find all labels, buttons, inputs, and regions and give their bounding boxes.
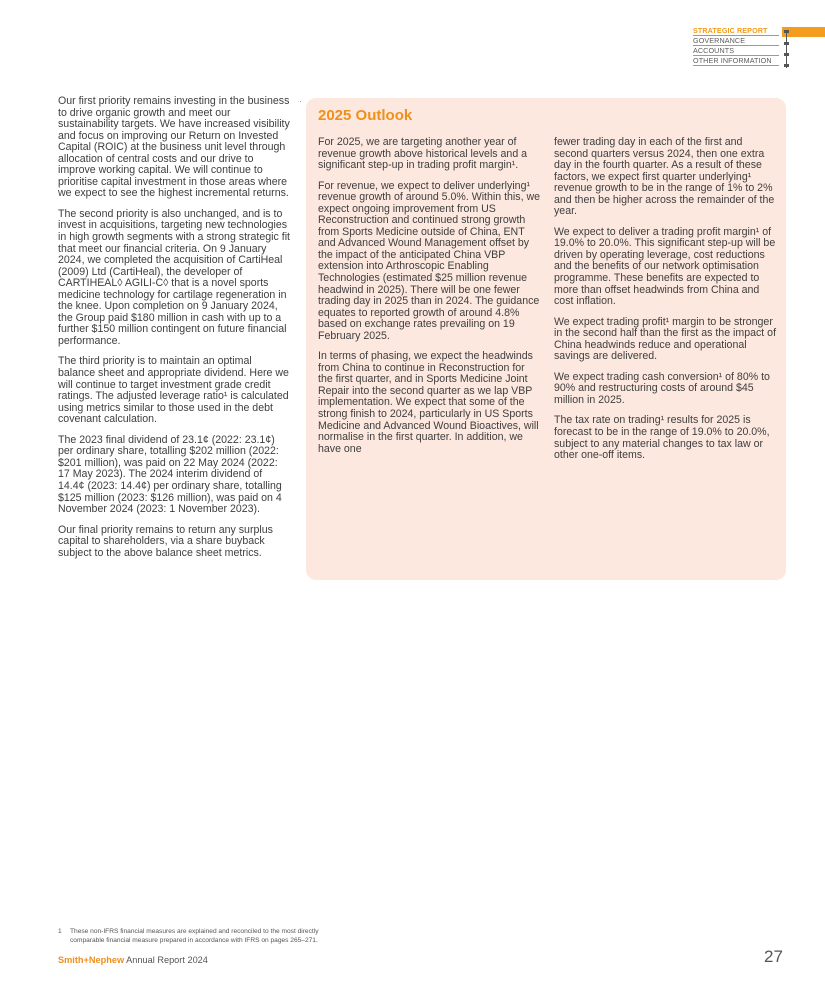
priority-paragraph-4: Our final priority remains to return any surplus capital to shareholders, via a share buyback subject to the above balance sheet metrics. [58,523,273,559]
priority-paragraph-1: Our first priority remains investing in the business to drive organic growth and meet our sustainability targets. We have increased visibility and focus on improving our Return on Invested Capital (ROIC) at the business unit level through allocation of central costs and our drive to improve working capital. We will continue to prioritise capital investment in those areas where we expect to see the highest incremental returns. [58,95,290,200]
nav-marker-1 [784,30,789,33]
priority-paragraph-2: The second priority is also unchanged, and is to invest in acquisitions, targeting new technologies in high growth segments with a strong strategic fit that meet our financial criteria. On 9 January 2024, we completed the acquisition of CartiHeal (2009) Ltd (CartiHeal), the developer of CARTIHEAL◊ AGILI-C◊ that is a novel sports medicine technology for cartilage regeneration in the knee. Upon completion on 9 January 2024, the Group paid $180 million in cash with up to a further $150 million contingent on future financial performance. [58,207,290,347]
outlook-panel [306,98,786,580]
section-nav [693,26,779,66]
outlook-column-2 [554,137,776,471]
nav-marker-2 [784,42,789,45]
nav-item-accounts[interactable]: ACCOUNTS [693,46,779,56]
nav-item-other-information[interactable]: OTHER INFORMATION [693,56,779,66]
outlook-paragraph: We expect to deliver a trading profit margin¹ of 19.0% to 20.0%. This significant step-up will be driven by operating leverage, cost reductions and the benefits of our network optimisation programme. These benefits are expected to more than offset headwinds from China and cost inflation. [554,225,776,308]
outlook-title: 2025 Outlook [318,107,413,124]
outlook-paragraph: In terms of phasing, we expect the headwinds from China to continue in Reconstruction for the first quarter, and in Sports Medicine Joint Repair into the second quarter as we lap VBP implementation. We expect that some of the strong finish to 2024, particularly in US Sports Medicine and Advanced Wound Bioactives, will normalise in the first quarter. In addition, we have one [318,350,539,455]
priority-paragraph-3: The third priority is to maintain an optimal balance sheet and appropriate dividend. Here we will continue to target investment grade credit ratings. The adjusted leverage ratio¹ is calculated using metrics similar to those used in the debt covenant calculation. [58,355,289,426]
footnote-number: 1 [58,928,62,935]
brand-name: Smith+Nephew [58,955,125,965]
column-mark [300,101,301,102]
outlook-paragraph: We expect trading cash conversion¹ of 80% to 90% and restructuring costs of around $45 million in 2025. [554,370,770,406]
nav-item-governance[interactable]: GOVERNANCE [693,36,779,46]
footnote-text-line-2: comparable financial measure prepared in accordance with IFRS on pages 265–271. [70,937,318,944]
footnote-text-line-1: These non-IFRS financial measures are explained and reconciled to the most directly [70,928,319,935]
outlook-paragraph: The tax rate on trading¹ results for 2025 is forecast to be in the range of 19.0% to 20.0%, subject to any material changes to tax law or other one-off items. [554,414,770,462]
report-footer [58,955,208,965]
nav-item-strategic-report[interactable]: STRATEGIC REPORT [693,26,779,36]
footnote [58,927,478,945]
left-column [58,96,290,568]
page-number: 27 [764,947,783,966]
outlook-paragraph: For revenue, we expect to deliver underlying¹ revenue growth of around 5.0%. Within this, we expect ongoing improvement from US Reconstruction and continued strong growth from Sports Medicine outside of China, ENT and Advanced Wound Management offset by the impact of the anticipated China VBP extension into Arthroscopic Enabling Technologies (estimated $25 million revenue headwind in 2025). There will be one fewer trading day in 2025 than in 2024. The guidance equates to reported growth of around 4.8% based on exchange rates prevailing on 19 February 2025. [318,179,540,342]
outlook-paragraph: We expect trading profit¹ margin to be stronger in the second half than the first as the impact of China headwinds reduce and operational savings are delivered. [554,315,777,363]
nav-marker-3 [784,53,789,56]
dividend-paragraph: The 2023 final dividend of 23.1¢ (2022: 23.1¢) per ordinary share, totalling $202 million (2022: $201 million), was paid on 22 May 2024 (2022: 17 May 2023). The 2024 interim dividend of 14.4¢ (2023: 14.4¢) per ordinary share, totalling $125 million (2023: $126 million), was paid on 4 November 2024 (2023: 1 November 2023). [58,433,282,516]
report-title: Annual Report 2024 [126,955,208,965]
outlook-paragraph: fewer trading day in each of the first and second quarters versus 2024, then one extra day in the fourth quarter. As a result of these factors, we expect first quarter underlying¹ revenue growth to be in the range of 1% to 2% and then be higher across the remainder of the year. [554,136,775,218]
nav-rail [786,30,787,68]
outlook-column-1 [318,137,540,464]
outlook-paragraph: For 2025, we are targeting another year of revenue growth above historical levels and a significant step-up in trading profit margin¹. [318,136,528,172]
nav-marker-4 [784,64,789,67]
